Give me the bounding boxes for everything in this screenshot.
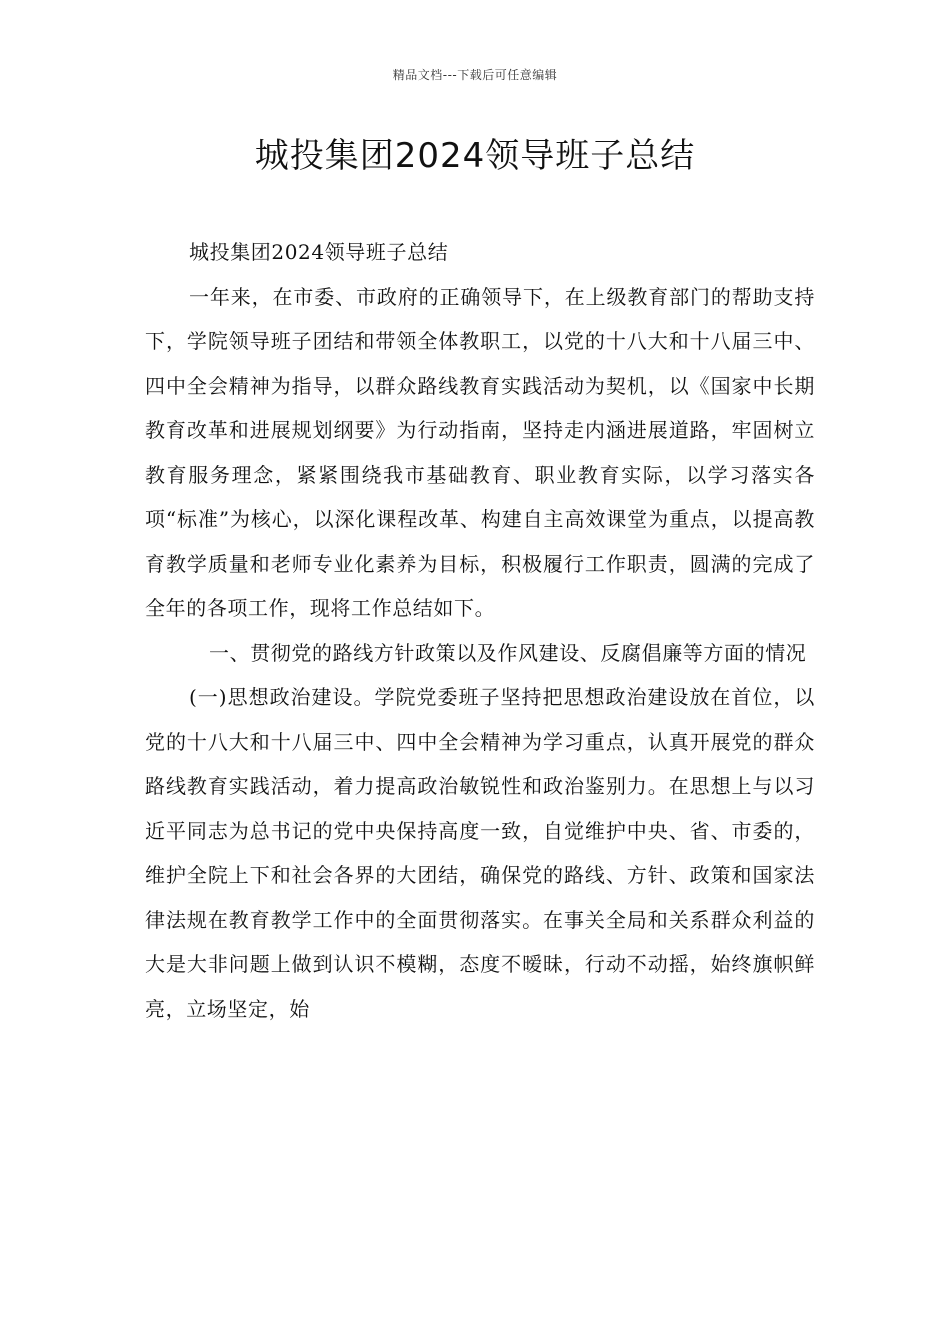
document-title: 城投集团2024领导班子总结 [254,136,696,176]
intro-paragraph: 一年来，在市委、市政府的正确领导下，在上级教育部门的帮助支持下，学院领导班子团结和带领全体教职工，以党的十八大和十八届三中、四中全会精神为指导，以群众路线教育实践活动为契机，以《国家中长期教育改革和进展规划纲要》为行动指南，坚持走内涵进展道路，牢固树立教育服务理念，紧紧围绕我市基础教育、职业教育实际，以学习落实各项“标准”为核心，以深化课程改革、构建自主高效课堂为重点，以提高教育教学质量和老师专业化素养为目标，积极履行工作职责，圆满的完成了全年的各项工作，现将工作总结如下。 [145,284,815,620]
subtitle-paragraph: 城投集团2024领导班子总结 [189,240,449,264]
section-one-heading: 一、贯彻党的路线方针政策以及作风建设、反腐倡廉等方面的情况 [209,640,807,665]
document-body [145,230,815,1031]
section-one-body: (一)思想政治建设。学院党委班子坚持把思想政治建设放在首位，以党的十八大和十八届三中、四中全会精神为学习重点，认真开展党的群众路线教育实践活动，着力提高政治敏锐性和政治鉴别力。在思想上与以习近平同志为总书记的党中央保持高度一致，自觉维护中央、省、市委的，维护全院上下和社会各界的大团结，确保党的路线、方针、政策和国家法律法规在教育教学工作中的全面贯彻落实。在事关全局和关系群众利益的大是大非问题上做到认识不模糊，态度不暧昧，行动不动摇，始终旗帜鲜亮，立场坚定，始 [145,685,815,1021]
header-note: 精品文档---下载后可任意编辑 [392,68,558,82]
